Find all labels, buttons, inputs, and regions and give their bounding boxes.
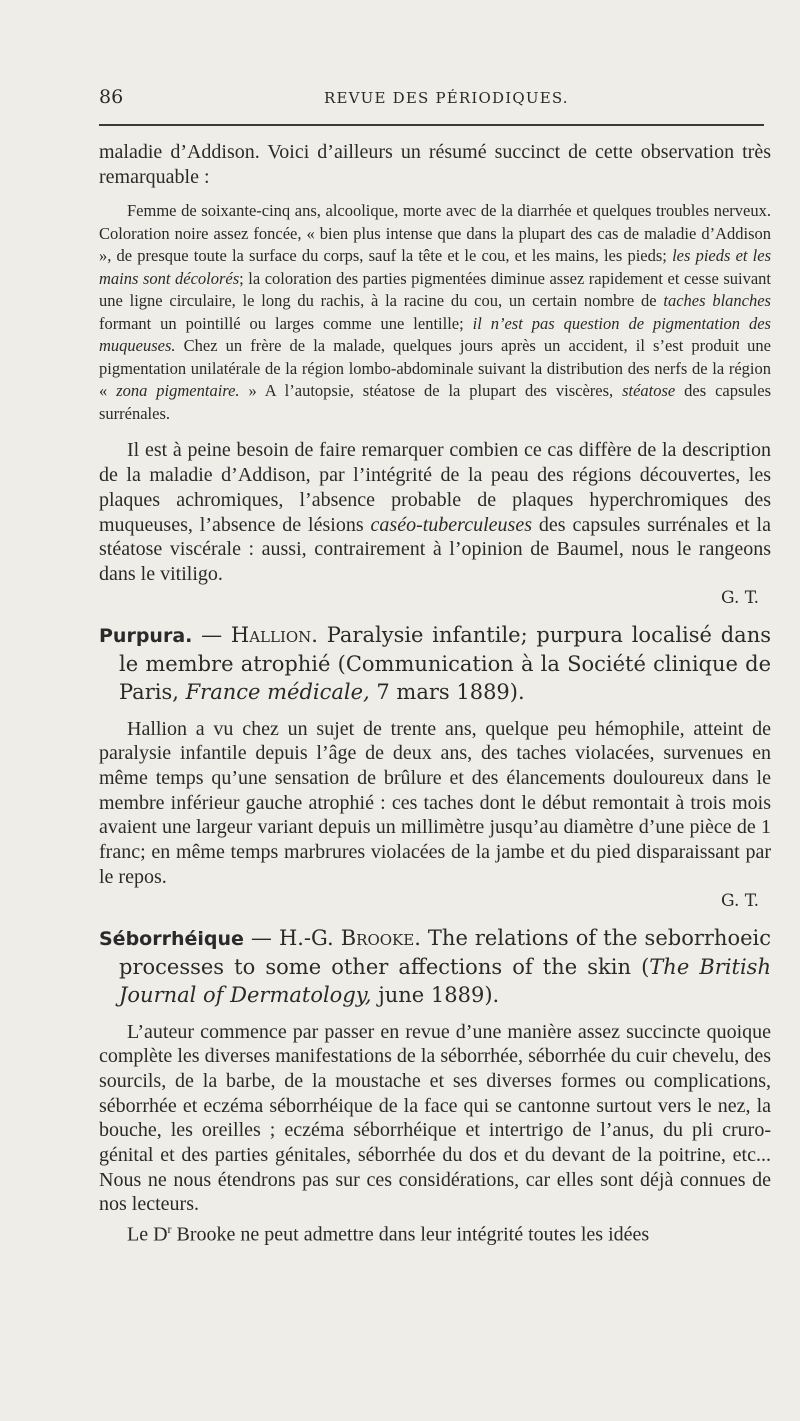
seborrheique-author: H.-G. Brooke.: [278, 925, 421, 950]
purpura-journal: France médicale,: [185, 679, 370, 704]
seborrheique-entry-heading: Séborrhéique — H.-G. Brooke. The relations of the seborrhoeic processes to some other affections of the skin (The British Journal of Dermatology, june 1889).: [99, 925, 771, 1007]
spacer: [99, 912, 771, 924]
spacer: [99, 706, 771, 717]
spacer: [99, 609, 771, 621]
purpura-heading: Purpura.: [99, 624, 193, 647]
purpura-entry-heading: Purpura. — Hallion. Paralysie infantile; purpura localisé dans le membre atrophié (Communication à la Société clinique de Paris, France médicale, 7 mars 1889).: [99, 622, 771, 704]
seborrheique-body-continued: Le $D^r$ Brooke ne peut admettre dans leur intégrité toutes les idées: [127, 1222, 650, 1246]
seborrheique-heading: Séborrhéique: [99, 927, 244, 950]
seborrheique-body: L’auteur commence par passer en revue d’une manière assez succincte quoique complète les diverses manifestations de la séborrhée, séborrhée du cuir chevelu, des sourcils, de la barbe, de la moustache et ses diverses formes ou complications, séborrhée et eczéma séborrhéique de la face qui se cantonne surtout vers le nez, la bouche, les oreilles ; eczéma séborrhéique et intertrigo de l’anus, du pli cruro-génital et des parties génitales, séborrhée du dos et du devant de la poitrine, etc... Nous ne nous étendrons pas sur ces considérations, car elles sont déjà connues de nos lecteurs.: [99, 1020, 771, 1216]
purpura-author: Hallion.: [230, 622, 318, 647]
comment-paragraph: Il est à peine besoin de faire remarquer combien ce cas diffère de la description de la maladie d’Addison, par l’intégrité de la peau des régions découvertes, les plaques achromiques, l’absence probable de plaques hyperchromiques des muqueuses, l’absence de lésions caséo-tuberculeuses des capsules surrénales et la stéatose viscérale : aussi, contrairement à l’opinion de Baumel, nous le rangeons dans le vitiligo.: [99, 439, 771, 585]
spacer: [99, 1009, 771, 1020]
spacer: [99, 189, 771, 200]
case-summary-paragraph: Femme de soixante-cinq ans, alcoolique, morte avec de la diarrhée et quelques troubles nerveux. Coloration noire assez foncée, « bien plus intense que dans la plupart des cas de maladie d’Addison », de presque toute la surface du corps, sauf la tête et le cou, et les mains, les pieds; les pieds et les mains sont décolorés; la coloration des parties pigmentées diminue assez rapidement et cesse suivant une ligne circulaire, le long du rachis, à la racine du cou, un certain nombre de taches blanches formant un pointillé ou larges comme une lentille; il n’est pas question de pigmentation des muqueuses. Chez un frère de la malade, quelques jours après un accident, il s’est produit une pigmentation unilatérale de la région lombo-abdominale suivant la distribution des nerfs de la région « zona pigmentaire. » A l’autopsie, stéatose de la plupart des viscères, stéatose des capsules surrénales.: [99, 201, 771, 423]
header-rule: [99, 124, 764, 126]
page-body: [99, 140, 771, 1248]
comment-signature: G. T.: [720, 587, 759, 608]
page-header: [99, 86, 764, 112]
purpura-body: Hallion a vu chez un sujet de trente ans, quelque peu hémophile, atteint de paralysie infantile depuis l’âge de deux ans, des taches violacées, survenues en même temps qu’une sensation de brûlure et des élancements douloureux dans le membre inférieur gauche atrophié : ces taches dont le début remontait à trois mois avaient une largeur variant depuis un millimètre jusqu’au diamètre d’une pièce de 1 franc; en même temps marbrures violacées de la jambe et du pied disparaissant par le repos.: [99, 717, 771, 888]
page-number: 86: [99, 86, 124, 108]
purpura-signature: G. T.: [720, 890, 759, 911]
running-title: REVUE DES PÉRIODIQUES.: [324, 89, 569, 107]
continuation-paragraph: maladie d’Addison. Voici d’ailleurs un résumé succinct de cette observation très remarquable :: [99, 141, 771, 188]
seborrheique-journal: The British Journal of Dermatology,: [119, 954, 771, 1007]
spacer: [99, 425, 771, 438]
